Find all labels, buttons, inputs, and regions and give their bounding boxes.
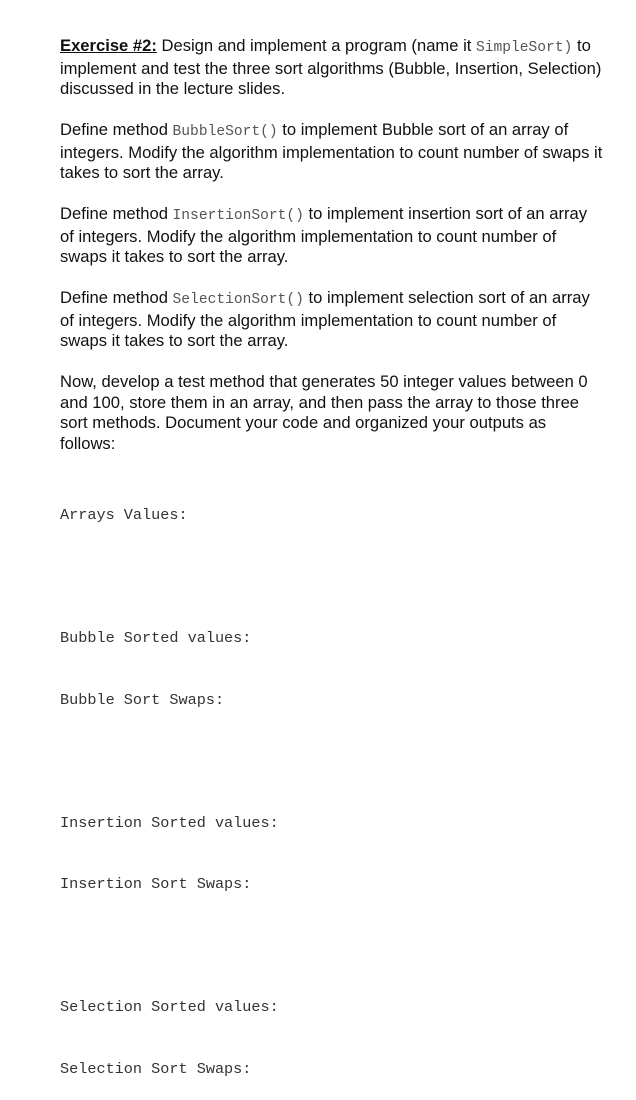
selection-sorted-line: Selection Sorted values:	[60, 998, 279, 1016]
program-name: SimpleSort)	[476, 40, 573, 56]
selection-swaps-line: Selection Sort Swaps:	[60, 1059, 252, 1078]
selection-sort-method-name: SelectionSort()	[172, 292, 304, 308]
method-description: to implement insertion sort of an array of integers. Modify the algorithm implementation to count number of swaps it takes to sort the array.	[60, 204, 588, 266]
exercise-document	[60, 36, 605, 475]
insertion-sort-paragraph	[60, 204, 605, 268]
method-description: to implement Bubble sort of an array of integers. Modify the algorithm implementation to count number of swaps it takes to sort the array.	[60, 120, 603, 182]
method-prefix: Define method	[60, 204, 173, 223]
method-prefix: Define method	[60, 288, 173, 307]
test-method-paragraph: Now, develop a test method that generates 50 integer values between 0 and 100, store them in an array, and then pass the array to those three sort methods. Document your code and organized your outputs as follows:	[60, 372, 588, 453]
sample-output-block	[60, 464, 279, 1100]
spacer	[60, 567, 279, 588]
insertion-swaps-line: Insertion Sort Swaps:	[60, 875, 252, 893]
bubble-sort-paragraph	[60, 120, 605, 184]
intro-paragraph	[60, 36, 605, 100]
insertion-sorted-line: Insertion Sorted values:	[60, 813, 279, 832]
method-description: to implement selection sort of an array of integers. Modify the algorithm implementation to count number of swaps it takes to sort the array.	[60, 288, 590, 350]
method-prefix: Define method	[60, 120, 173, 139]
intro-text-post: to implement and test the three sort algorithms (Bubble, Insertion, Selection) discussed in the lecture slides.	[60, 36, 602, 98]
spacer	[60, 936, 279, 957]
selection-sort-paragraph	[60, 288, 605, 352]
bubble-swaps-line: Bubble Sort Swaps:	[60, 690, 225, 709]
insertion-sort-method-name: InsertionSort()	[172, 208, 304, 224]
spacer	[60, 751, 279, 772]
bubble-sorted-line: Bubble Sorted values:	[60, 629, 252, 647]
arrays-values-line: Arrays Values:	[60, 506, 188, 524]
intro-text-pre: Design and implement a program (name it	[156, 36, 476, 55]
bubble-sort-method-name: BubbleSort()	[172, 124, 278, 140]
exercise-title: Exercise #2:	[60, 36, 157, 55]
